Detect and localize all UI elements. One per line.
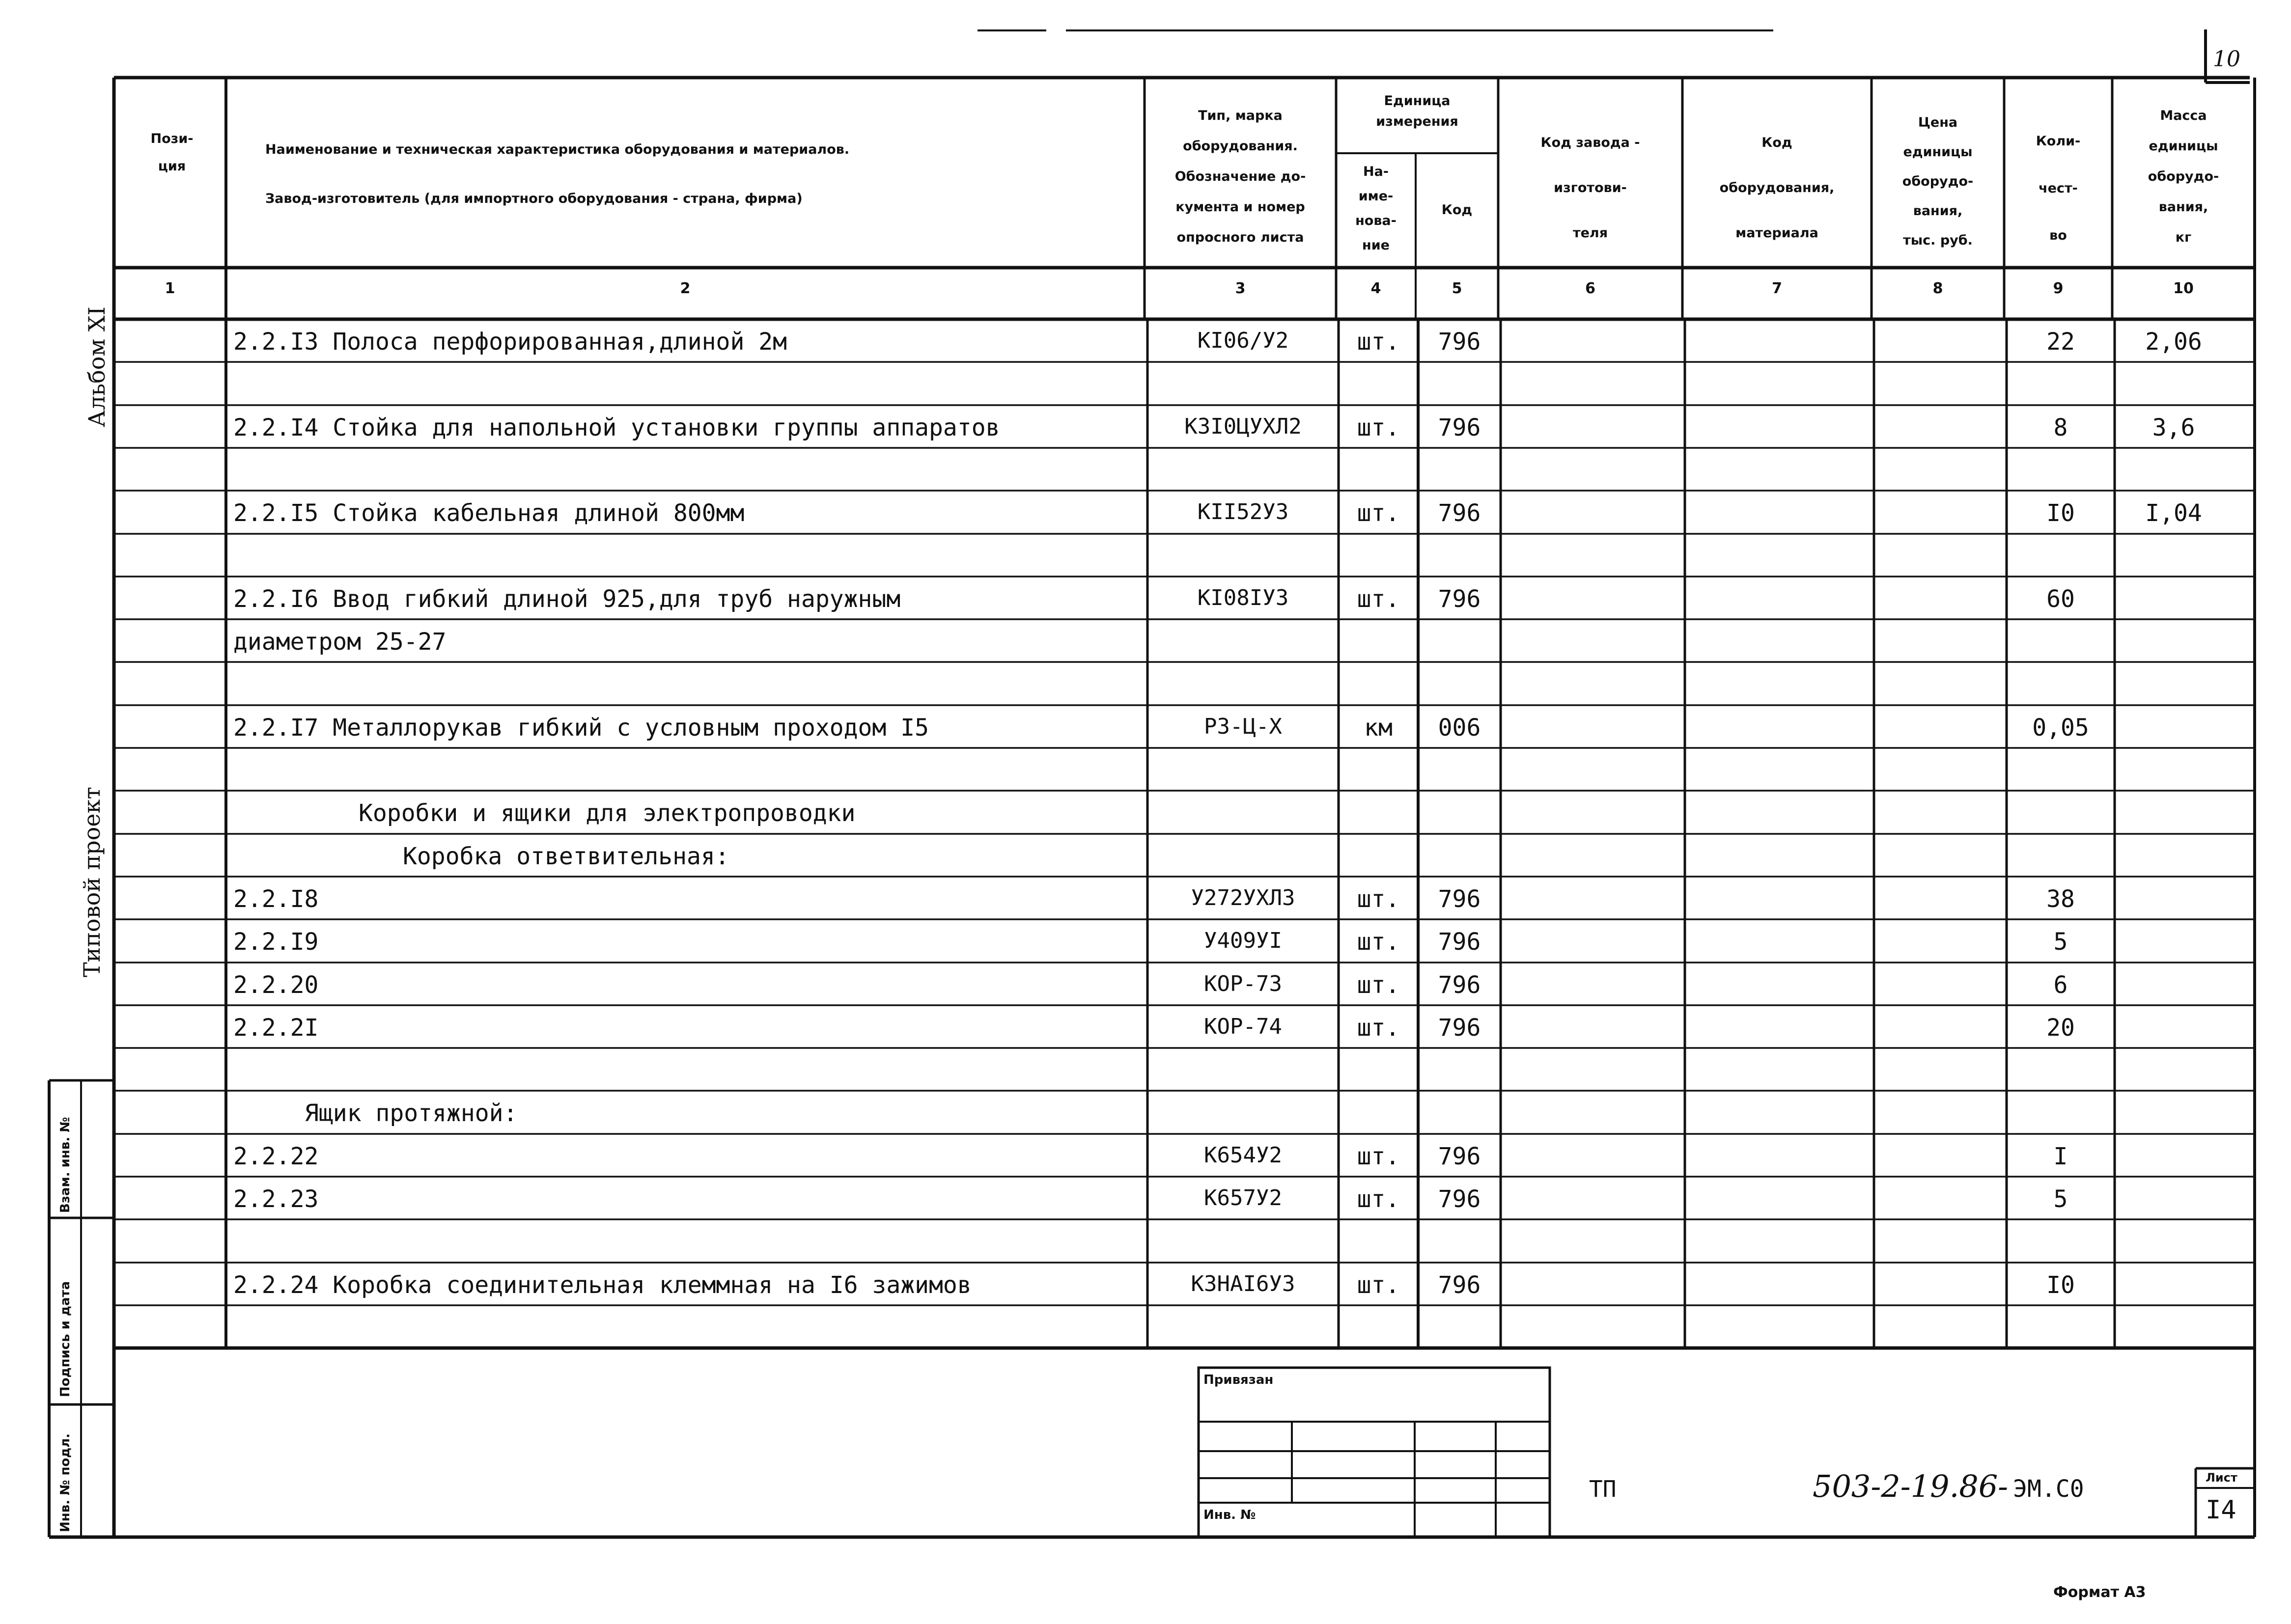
header-col3: Тип, марка оборудования. Обозначение до- кумента и номер опросного листа <box>1174 108 1306 245</box>
col-num: 2 <box>680 280 691 297</box>
cell-unit: шт. <box>1357 1142 1400 1170</box>
format-label: Формат А3 <box>2053 1584 2146 1601</box>
cell-code: 796 <box>1438 413 1481 441</box>
col-num: 4 <box>1370 280 1381 297</box>
cell-code: 796 <box>1438 585 1481 613</box>
cell-code: 796 <box>1438 1271 1481 1299</box>
cell-name: 2.2.I4 Стойка для напольной установки группы аппаратов <box>233 413 1000 441</box>
cell-unit: шт. <box>1357 971 1400 999</box>
cell-unit: км <box>1364 714 1393 742</box>
cell-code: 796 <box>1438 928 1481 956</box>
cell-code: 796 <box>1438 499 1481 527</box>
cell-qty: 6 <box>2053 971 2068 999</box>
cell-unit: шт. <box>1357 328 1400 356</box>
stamp-doc-suffix: ЭМ.С0 <box>2013 1475 2084 1503</box>
side-label-project: Типовой проект <box>79 787 105 977</box>
stamp-doc-number: 503-2-19.86- <box>1813 1468 2009 1504</box>
cell-code: 006 <box>1438 714 1481 742</box>
cell-name: 2.2.I6 Ввод гибкий длиной 925,для труб наружным <box>233 585 901 613</box>
stamp-list-label: Лист <box>2206 1471 2237 1485</box>
side-label-vzam: Взам. инв. № <box>58 1117 73 1213</box>
cell-type: КОР-73 <box>1204 971 1282 996</box>
header-col10: Масса единицы оборудо- вания, кг <box>2148 108 2219 245</box>
cell-name: Коробки и ящики для электропроводки <box>359 799 856 827</box>
cell-unit: шт. <box>1357 1014 1400 1042</box>
col-num: 6 <box>1585 280 1595 297</box>
cell-type: КI08IУ3 <box>1197 585 1289 610</box>
cell-qty: 20 <box>2046 1014 2075 1042</box>
cell-qty: 38 <box>2046 885 2075 913</box>
cell-qty: 5 <box>2053 1185 2068 1213</box>
cell-qty: 0,05 <box>2032 714 2089 742</box>
cell-type: Р3-Ц-Х <box>1204 714 1282 739</box>
cell-code: 796 <box>1438 1142 1481 1170</box>
header-col9: Коли- чест- во <box>2036 134 2081 243</box>
header-col2: Наименование и техническая характеристика оборудования и материалов. Завод-изготовитель (для импортного оборудования - страна, фирма) <box>265 142 850 206</box>
cell-mass: 2,06 <box>2145 328 2202 356</box>
cell-name: Коробка ответвительная: <box>403 842 729 870</box>
cell-type: К3НАI6У3 <box>1191 1271 1295 1296</box>
cell-type: К654У2 <box>1204 1142 1282 1168</box>
cell-unit: шт. <box>1357 413 1400 441</box>
cell-type: К3I0ЦУХЛ2 <box>1184 413 1302 439</box>
side-label-podpis: Подпись и дата <box>58 1281 73 1397</box>
cell-qty: 60 <box>2046 585 2075 613</box>
header-col6: Код завода - изготови- теля <box>1540 135 1640 241</box>
cell-name: 2.2.24 Коробка соединительная клеммная на I6 зажимов <box>233 1271 972 1299</box>
cell-mass: I,04 <box>2145 499 2202 527</box>
cell-qty: 8 <box>2053 413 2068 441</box>
header-col5: Код <box>1441 202 1473 218</box>
cell-name: 2.2.I9 <box>233 928 319 956</box>
cell-unit: шт. <box>1357 1185 1400 1213</box>
cell-type: У409УI <box>1204 928 1282 954</box>
cell-name: 2.2.23 <box>233 1185 319 1213</box>
cell-unit: шт. <box>1357 499 1400 527</box>
cell-name: 2.2.20 <box>233 971 319 999</box>
cell-code: 796 <box>1438 328 1481 356</box>
cell-name: 2.2.I7 Металлорукав гибкий с условным проходом I5 <box>233 714 929 742</box>
stamp-tp: ТП <box>1589 1476 1617 1502</box>
col-num: 3 <box>1235 280 1246 297</box>
stamp-inv-no: Инв. № <box>1203 1508 1256 1522</box>
cell-unit: шт. <box>1357 585 1400 613</box>
cell-type: КII52У3 <box>1197 499 1289 525</box>
col-num: 1 <box>165 280 175 297</box>
cell-name: 2.2.22 <box>233 1142 319 1170</box>
cell-qty: I0 <box>2046 499 2075 527</box>
col-num: 8 <box>1932 280 1943 297</box>
col-num: 10 <box>2173 280 2194 297</box>
cell-name: диаметром 25-27 <box>233 628 447 656</box>
cell-name: 2.2.2I <box>233 1014 319 1042</box>
header-col7: Код оборудования, материала <box>1719 135 1835 241</box>
cell-name: 2.2.I8 <box>233 885 319 913</box>
col-num: 5 <box>1452 280 1462 297</box>
cell-unit: шт. <box>1357 1271 1400 1299</box>
cell-type: К657У2 <box>1204 1185 1282 1211</box>
header-col1: Пози- ция <box>150 131 194 174</box>
stamp-privyazan: Привязан <box>1203 1373 1274 1387</box>
stamp-list-number: I4 <box>2206 1495 2236 1525</box>
header-col4: На- име- нова- ние <box>1355 164 1397 253</box>
cell-mass: 3,6 <box>2152 413 2195 441</box>
header-col8: Цена единицы оборудо- вания, тыс. руб. <box>1902 115 1974 248</box>
cell-qty: 5 <box>2053 928 2068 956</box>
side-label-album: Альбом XI <box>84 306 110 427</box>
cell-name: 2.2.I3 Полоса перфорированная,длиной 2м <box>233 328 787 356</box>
cell-name: 2.2.I5 Стойка кабельная длиной 800мм <box>233 499 745 527</box>
stamp-doc-code <box>1813 1468 2084 1504</box>
cell-qty: I0 <box>2046 1271 2075 1299</box>
cell-unit: шт. <box>1357 928 1400 956</box>
col-num: 9 <box>2053 280 2064 297</box>
cell-qty: I <box>2053 1142 2068 1170</box>
cell-code: 796 <box>1438 1014 1481 1042</box>
cell-unit: шт. <box>1357 885 1400 913</box>
header-unit-group: Единица измерения <box>1376 93 1458 129</box>
cell-code: 796 <box>1438 1185 1481 1213</box>
cell-type: КОР-74 <box>1204 1014 1282 1039</box>
cell-name: Ящик протяжной: <box>305 1100 518 1128</box>
cell-code: 796 <box>1438 971 1481 999</box>
cell-type: КI06/У2 <box>1197 328 1289 353</box>
cell-type: У272УХЛ3 <box>1191 885 1295 910</box>
cell-qty: 22 <box>2046 328 2075 356</box>
side-label-inv-podl: Инв. № подл. <box>58 1433 73 1532</box>
page-number-mark: 10 <box>2213 47 2240 72</box>
cell-code: 796 <box>1438 885 1481 913</box>
col-num: 7 <box>1772 280 1782 297</box>
